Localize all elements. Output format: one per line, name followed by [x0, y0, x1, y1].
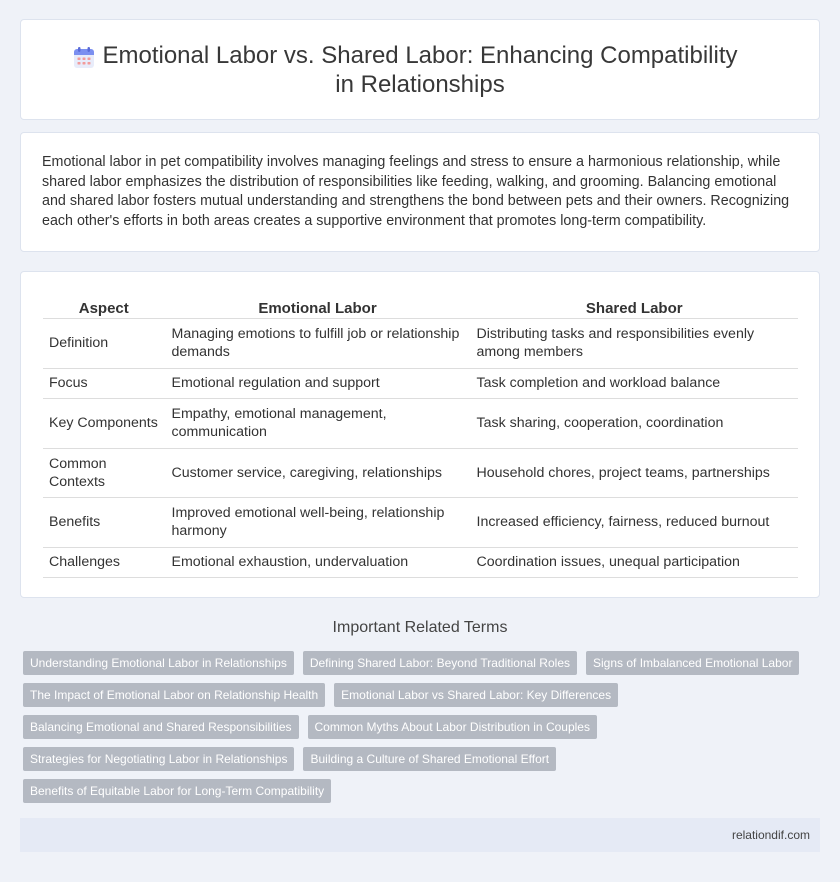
related-terms-title: Important Related Terms	[332, 619, 508, 636]
table-header-row	[43, 296, 798, 318]
cell-shared: Task completion and workload balance	[470, 368, 798, 398]
related-term-tag[interactable]: Understanding Emotional Labor in Relationships	[23, 651, 294, 675]
cell-aspect: Key Components	[43, 398, 165, 448]
footer	[20, 818, 820, 852]
table-row	[43, 497, 798, 547]
related-term-tag[interactable]: Strategies for Negotiating Labor in Relationships	[23, 747, 294, 771]
cell-emotional: Customer service, caregiving, relationships	[165, 448, 470, 497]
calendar-icon	[72, 46, 96, 70]
page-title: Emotional Labor vs. Shared Labor: Enhancing Compatibility in Relationships	[102, 41, 738, 98]
cell-emotional: Empathy, emotional management, communication	[165, 398, 470, 448]
cell-shared: Household chores, project teams, partnerships	[470, 448, 798, 497]
cell-aspect: Challenges	[43, 547, 165, 577]
cell-aspect: Focus	[43, 368, 165, 398]
table-row	[43, 448, 798, 497]
cell-emotional: Improved emotional well-being, relationship harmony	[165, 497, 470, 547]
cell-emotional: Emotional exhaustion, undervaluation	[165, 547, 470, 577]
cell-shared: Task sharing, cooperation, coordination	[470, 398, 798, 448]
footer-site-link[interactable]: relationdif.com	[731, 828, 810, 842]
related-term-tag[interactable]: Emotional Labor vs Shared Labor: Key Differences	[334, 683, 618, 707]
related-terms-list	[23, 651, 823, 811]
table-row	[43, 318, 798, 368]
cell-aspect: Benefits	[43, 497, 165, 547]
header-emotional-labor: Emotional Labor	[165, 296, 470, 318]
cell-shared: Increased efficiency, fairness, reduced burnout	[470, 497, 798, 547]
table-row	[43, 398, 798, 448]
cell-shared: Coordination issues, unequal participation	[470, 547, 798, 577]
intro-card	[20, 132, 820, 252]
header-aspect: Aspect	[43, 296, 165, 318]
cell-aspect: Common Contexts	[43, 448, 165, 497]
table-row	[43, 368, 798, 398]
related-term-tag[interactable]: Signs of Imbalanced Emotional Labor	[586, 651, 799, 675]
comparison-table	[43, 296, 798, 578]
header-shared-labor: Shared Labor	[470, 296, 798, 318]
related-term-tag[interactable]: The Impact of Emotional Labor on Relationship Health	[23, 683, 325, 707]
table-row	[43, 547, 798, 577]
cell-aspect: Definition	[43, 318, 165, 368]
intro-text: Emotional labor in pet compatibility involves managing feelings and stress to ensure a harmonious relationship, while shared labor emphasizes the distribution of responsibilities like feeding, walking, and grooming. Balancing emotional and shared labor fosters mutual understanding and strengthens the bond between pets and their owners. Recognizing each other's efforts in both areas creates a supportive environment that promotes long-term compatibility.	[42, 154, 790, 229]
related-term-tag[interactable]: Building a Culture of Shared Emotional Effort	[303, 747, 556, 771]
related-term-tag[interactable]: Common Myths About Labor Distribution in Couples	[308, 715, 597, 739]
related-term-tag[interactable]: Benefits of Equitable Labor for Long-Term Compatibility	[23, 779, 331, 803]
cell-emotional: Managing emotions to fulfill job or relationship demands	[165, 318, 470, 368]
cell-shared: Distributing tasks and responsibilities evenly among members	[470, 318, 798, 368]
comparison-table-card	[20, 271, 820, 598]
related-term-tag[interactable]: Defining Shared Labor: Beyond Traditional Roles	[303, 651, 577, 675]
related-term-tag[interactable]: Balancing Emotional and Shared Responsibilities	[23, 715, 299, 739]
cell-emotional: Emotional regulation and support	[165, 368, 470, 398]
header-card	[20, 19, 820, 120]
